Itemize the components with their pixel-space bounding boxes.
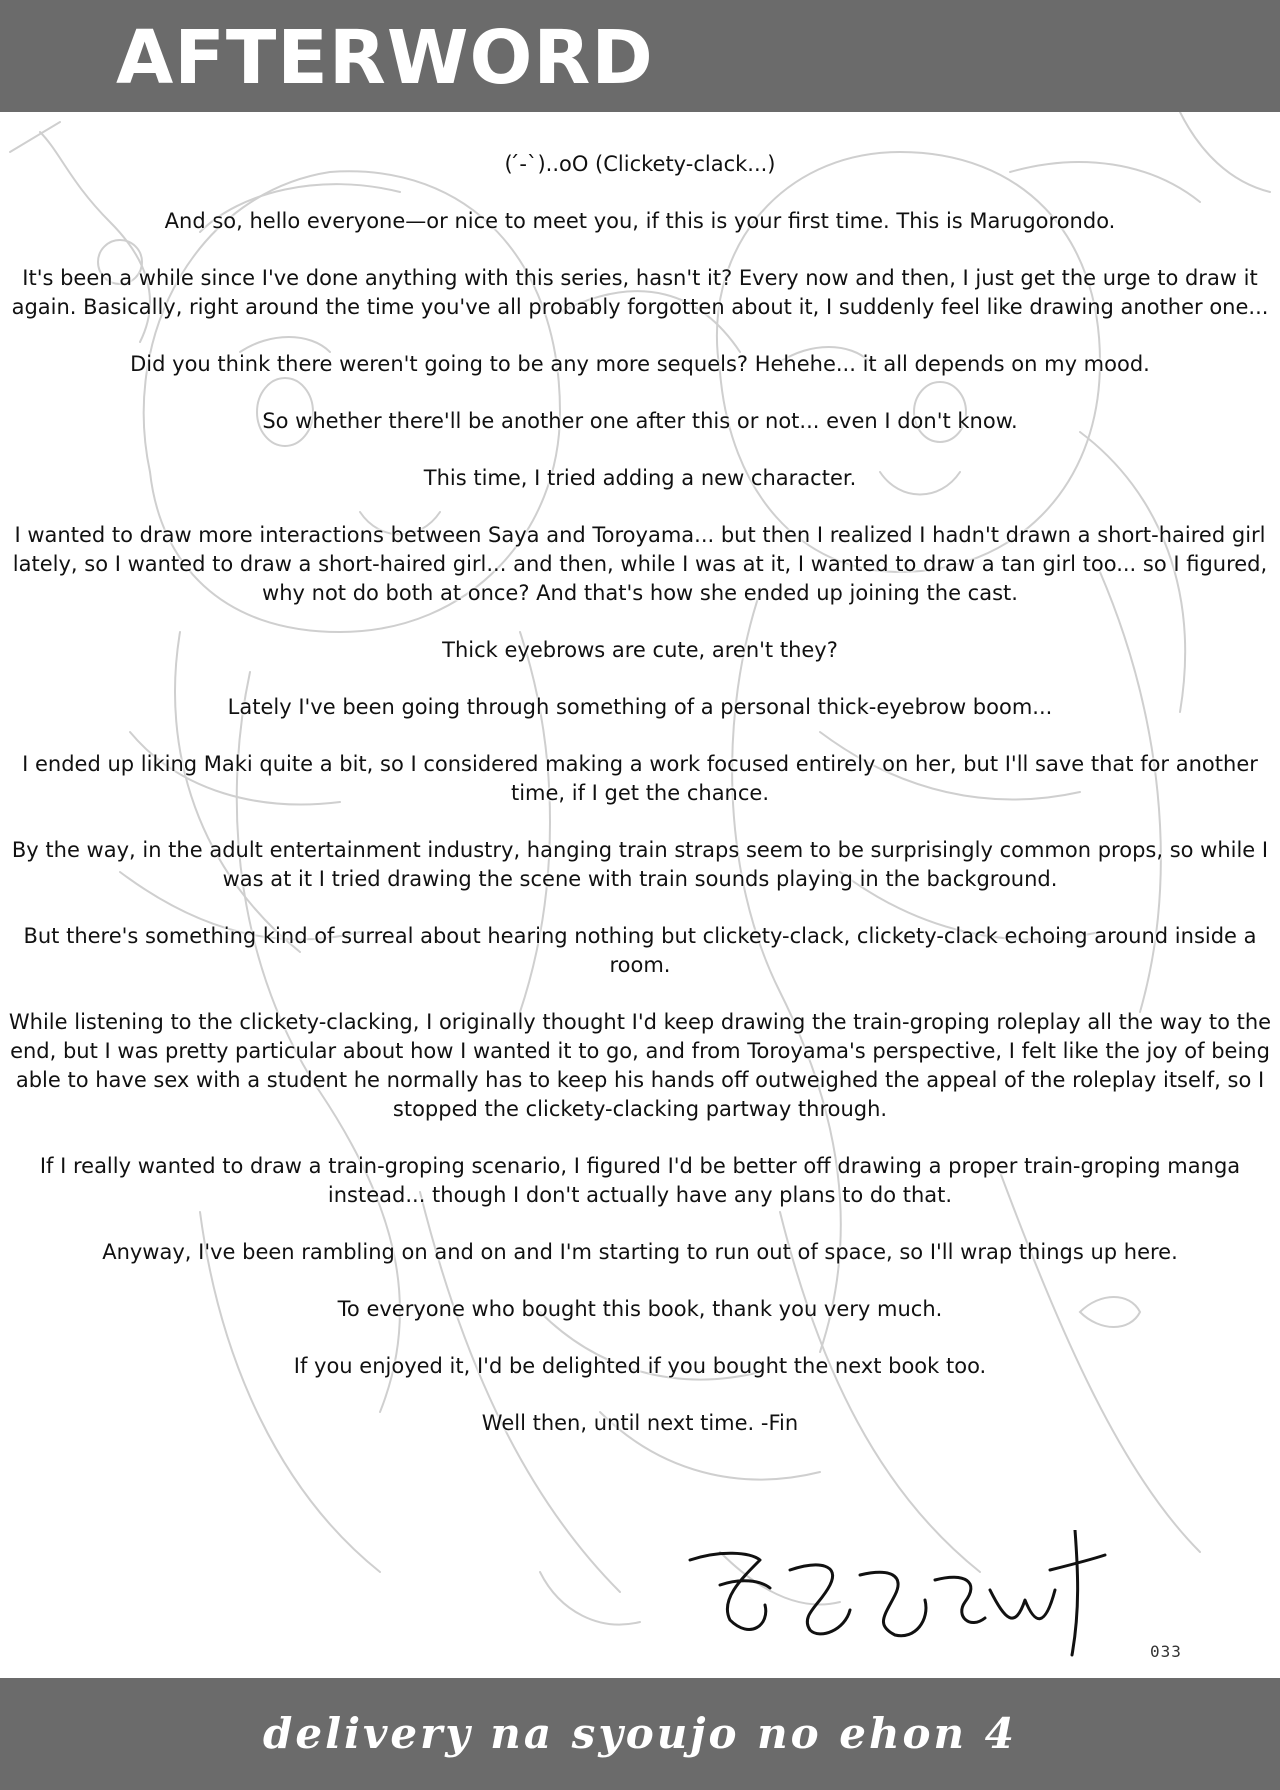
afterword-paragraph: I wanted to draw more interactions between Saya and Toroyama... but then I realized I hadn't drawn a short-haired girl lately, so I wanted to draw a short-haired girl... and then, while I was at it, I wanted to draw a tan girl too... so I figured, why not do both at once? And that's how she ended up joining the cast.	[12, 523, 1268, 605]
afterword-paragraph: If you enjoyed it, I'd be delighted if you bought the next book too.	[293, 1354, 987, 1378]
afterword-paragraph: Did you think there weren't going to be any more sequels? Hehehe... it all depends on my mood.	[130, 352, 1150, 376]
afterword-paragraph: ( ́-`)..oO (Clickety-clack...)	[504, 152, 776, 176]
afterword-paragraph: It's been a while since I've done anything with this series, hasn't it? Every now and then, I just get the urge to draw it again. Basically, right around the time you've all probably forgotten about it, I suddenly feel like drawing another one...	[11, 266, 1269, 319]
afterword-paragraph: So whether there'll be another one after this or not... even I don't know.	[262, 409, 1018, 433]
author-signature	[680, 1530, 1110, 1660]
afterword-paragraph: To everyone who bought this book, thank you very much.	[337, 1297, 943, 1321]
afterword-paragraph: This time, I tried adding a new character.	[423, 466, 857, 490]
afterword-paragraph: Lately I've been going through something of a personal thick-eyebrow boom...	[227, 695, 1053, 719]
page-number: 033	[1150, 1642, 1182, 1661]
afterword-paragraph: Thick eyebrows are cute, aren't they?	[442, 638, 838, 662]
afterword-paragraph: But there's something kind of surreal about hearing nothing but clickety-clack, clickety-clack echoing around inside a room.	[23, 924, 1257, 977]
afterword-paragraph: Anyway, I've been rambling on and on and I'm starting to run out of space, so I'll wrap things up here.	[102, 1240, 1178, 1264]
afterword-body	[0, 150, 1280, 1466]
afterword-paragraph: If I really wanted to draw a train-groping scenario, I figured I'd be better off drawing a proper train-groping manga instead... though I don't actually have any plans to do that.	[39, 1154, 1241, 1207]
afterword-paragraph: Well then, until next time. -Fin	[481, 1411, 799, 1435]
afterword-paragraph: By the way, in the adult entertainment industry, hanging train straps seem to be surprisingly common props, so while I was at it I tried drawing the scene with train sounds playing in the background.	[11, 838, 1269, 891]
afterword-paragraph: And so, hello everyone—or nice to meet you, if this is your first time. This is Marugorondo.	[164, 209, 1116, 233]
afterword-paragraph: While listening to the clickety-clacking, I originally thought I'd keep drawing the train-groping roleplay all the way to the end, but I was pretty particular about how I wanted it to go, and from Toroyama's perspective, I felt like the joy of being able to have sex with a student he normally has to keep his hands off outweighed the appeal of the roleplay itself, so I stopped the clickety-clacking partway through.	[8, 1010, 1272, 1121]
afterword-paragraph: I ended up liking Maki quite a bit, so I considered making a work focused entirely on her, but I'll save that for another time, if I get the chance.	[22, 752, 1258, 805]
page-title: AFTERWORD	[116, 15, 654, 101]
book-title: delivery na syoujo no ehon 4	[263, 1709, 1017, 1758]
